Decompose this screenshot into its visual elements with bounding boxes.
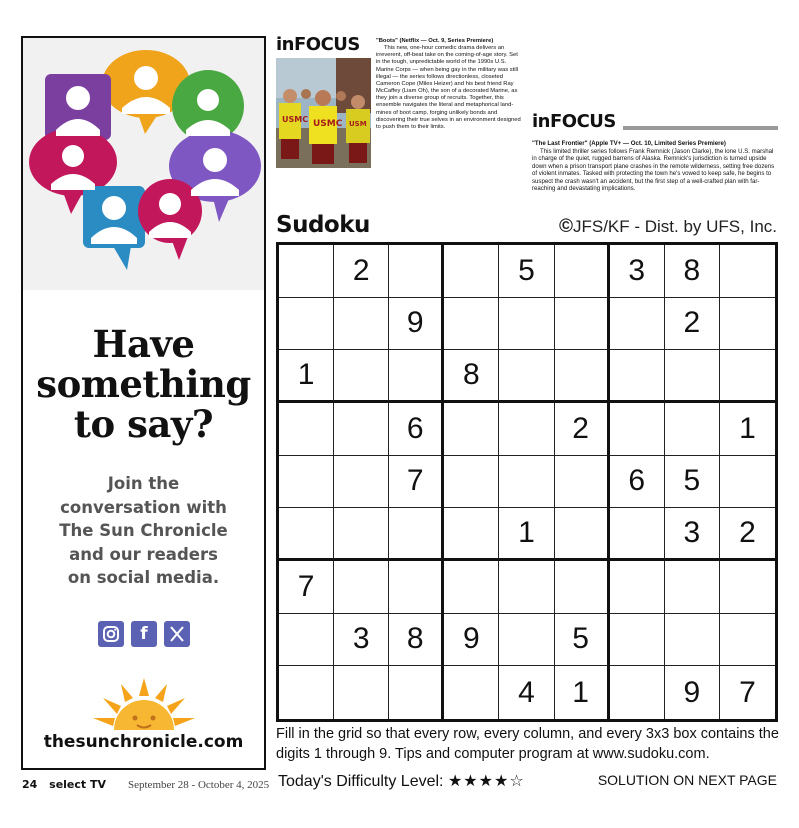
sudoku-given-cell: 8 [389, 614, 444, 667]
instagram-icon[interactable] [98, 621, 124, 647]
sudoku-instructions: Fill in the grid so that every row, every column, and every 3x3 box contains the digits 1 through 9. Tips and computer program at www.sudoku.com. [276, 726, 779, 762]
show-photo [276, 58, 371, 168]
sudoku-given-cell: 9 [389, 298, 444, 351]
sudoku-given-cell: 7 [279, 561, 334, 614]
focus-article [376, 38, 522, 131]
sudoku-empty-cell[interactable] [444, 666, 499, 719]
sudoku-given-cell: 6 [389, 403, 444, 456]
sudoku-empty-cell[interactable] [555, 456, 610, 509]
sudoku-given-cell: 2 [720, 508, 775, 561]
ad-body-line: and our readers [69, 544, 218, 564]
ad-body-text [23, 472, 264, 590]
ad-headline [23, 324, 264, 444]
sudoku-grid [276, 242, 778, 722]
svg-text:USM: USM [349, 120, 367, 128]
sudoku-given-cell: 5 [665, 456, 720, 509]
sudoku-empty-cell[interactable] [499, 561, 554, 614]
sudoku-empty-cell[interactable] [444, 456, 499, 509]
sudoku-empty-cell[interactable] [334, 561, 389, 614]
sudoku-given-cell: 1 [720, 403, 775, 456]
sudoku-credit [559, 216, 777, 238]
sudoku-empty-cell[interactable] [279, 403, 334, 456]
speech-bubbles-illustration [23, 38, 264, 290]
sudoku-empty-cell[interactable] [389, 350, 444, 403]
sudoku-title: Sudoku [276, 212, 370, 238]
sun-logo-icon [93, 678, 195, 730]
sudoku-given-cell: 7 [739, 675, 756, 709]
sudoku-empty-cell[interactable] [389, 245, 444, 298]
ad-body-line: on social media. [67, 568, 220, 587]
sudoku-empty-cell[interactable] [555, 298, 610, 351]
sudoku-empty-cell[interactable] [555, 245, 610, 298]
copyright-icon: © [558, 216, 573, 237]
sudoku-empty-cell[interactable] [720, 456, 775, 509]
sudoku-empty-cell[interactable] [444, 403, 499, 456]
sudoku-empty-cell[interactable] [720, 614, 775, 667]
svg-text:USMC: USMC [313, 119, 343, 129]
ad-headline-line: to say? [73, 402, 214, 446]
sudoku-empty-cell[interactable] [334, 350, 389, 403]
sudoku-empty-cell[interactable] [720, 350, 775, 403]
sudoku-given-cell: 6 [610, 456, 665, 509]
sudoku-given-cell: 9 [444, 614, 499, 667]
sudoku-given-cell: 3 [334, 614, 389, 667]
sudoku-given-cell: 1 [555, 666, 610, 719]
sudoku-empty-cell[interactable] [444, 508, 499, 561]
sudoku-empty-cell[interactable] [444, 245, 499, 298]
sudoku-empty-cell[interactable] [389, 508, 444, 561]
sudoku-empty-cell[interactable] [279, 666, 334, 719]
social-icons [98, 621, 194, 647]
sudoku-empty-cell[interactable] [499, 298, 554, 351]
sudoku-empty-cell[interactable] [665, 561, 720, 614]
sudoku-empty-cell[interactable] [444, 298, 499, 351]
sudoku-empty-cell[interactable] [610, 561, 665, 614]
sudoku-empty-cell[interactable] [720, 245, 775, 298]
ad-headline-line: something [36, 362, 251, 406]
sudoku-empty-cell[interactable] [610, 350, 665, 403]
sudoku-empty-cell[interactable] [334, 298, 389, 351]
sudoku-empty-cell[interactable] [389, 666, 444, 719]
sudoku-empty-cell[interactable] [555, 350, 610, 403]
focus-body: This new, one-hour comedic drama delivers an irreverent, off-beat take on the coming-of-age story. Set in the tough, unpredictable world of the 1990s U.S. Marine Corps — when being gay in the military was still illegal — the series follows directionless, closeted Cameron Cope (Miles Heizer) and his best friend Ray McCaffey (Liam Oh), the son of a decorated Marine, as they join a diverse group of recruits. Together, this ensemble navigates the literal and metaphorical land-mines of boot camp, forging unlikely bonds and discovering their true selves in an environment designed to push them to their limits. [376, 45, 521, 130]
issue-date: September 28 - October 4, 2025 [128, 779, 270, 791]
speech-bubbles-graphic [23, 38, 264, 290]
ad-body-line: Join the [107, 474, 180, 493]
page-footer [22, 778, 114, 791]
sudoku-given-cell: 4 [499, 666, 554, 719]
sudoku-empty-cell[interactable] [334, 666, 389, 719]
x-icon[interactable] [164, 621, 190, 647]
sudoku-empty-cell[interactable] [389, 561, 444, 614]
credit-text: JFS/KF - Dist. by UFS, Inc. [572, 217, 777, 236]
sudoku-given-cell: 3 [610, 245, 665, 298]
sudoku-empty-cell[interactable] [279, 298, 334, 351]
focus-heading: "Boots" (Netflix — Oct. 9, Series Premiere) [376, 38, 494, 44]
sudoku-empty-cell[interactable] [555, 508, 610, 561]
focus-article [532, 140, 778, 193]
sudoku-empty-cell[interactable] [610, 298, 665, 351]
sudoku-empty-cell[interactable] [334, 508, 389, 561]
facebook-icon[interactable]: f [131, 621, 157, 647]
sudoku-empty-cell[interactable] [610, 508, 665, 561]
sudoku-empty-cell[interactable] [665, 403, 720, 456]
sudoku-given-cell: 8 [444, 350, 499, 403]
sudoku-given-cell: 2 [555, 403, 610, 456]
page-number: 24 [22, 778, 38, 791]
sudoku-given-cell: 9 [665, 666, 720, 719]
sudoku-empty-cell[interactable] [610, 403, 665, 456]
sudoku-empty-cell[interactable] [665, 350, 720, 403]
sudoku-given-cell: 8 [665, 245, 720, 298]
sudoku-given-cell: 2 [334, 245, 389, 298]
ad-body-line: The Sun Chronicle [59, 521, 228, 540]
section-name: select TV [49, 778, 107, 791]
sudoku-empty-cell[interactable] [279, 456, 334, 509]
solution-note: SOLUTION ON NEXT PAGE [597, 772, 777, 788]
sudoku-given-cell: 3 [665, 508, 720, 561]
sudoku-empty-cell[interactable] [610, 614, 665, 667]
focus-heading: "The Last Frontier" (Apple TV+ — Oct. 10, Limited Series Premiere) [532, 140, 726, 147]
sudoku-empty-cell[interactable] [610, 666, 665, 719]
sudoku-given-cell: 7 [389, 456, 444, 509]
sudoku-given-cell: 1 [279, 350, 334, 403]
marine-recruits-photo [276, 58, 371, 168]
svg-text:USMC: USMC [282, 115, 309, 124]
sudoku-given-cell: 5 [555, 614, 610, 667]
title-rule [623, 126, 778, 130]
sudoku-empty-cell[interactable] [499, 350, 554, 403]
sudoku-given-cell: 2 [665, 298, 720, 351]
social-media-ad[interactable] [21, 36, 266, 770]
focus-title: inFOCUS [532, 111, 616, 132]
sudoku-empty-cell[interactable] [665, 614, 720, 667]
sudoku-empty-cell[interactable] [720, 561, 775, 614]
focus-title: inFOCUS [276, 34, 360, 55]
sudoku-empty-cell[interactable] [279, 245, 334, 298]
sudoku-empty-cell[interactable] [499, 614, 554, 667]
sudoku-empty-cell[interactable] [720, 298, 775, 351]
sudoku-empty-cell[interactable] [555, 561, 610, 614]
sudoku-given-cell: 1 [499, 508, 554, 561]
sudoku-empty-cell[interactable] [334, 456, 389, 509]
ad-headline-line: Have [92, 322, 195, 366]
difficulty-level [278, 771, 525, 791]
sudoku-empty-cell[interactable] [499, 456, 554, 509]
sudoku-empty-cell[interactable] [334, 403, 389, 456]
sudoku-given-cell: 5 [499, 245, 554, 298]
website-link[interactable]: thesunchronicle.com [43, 732, 244, 752]
difficulty-label: Today's Difficulty Level: [278, 773, 444, 790]
difficulty-stars: ★★★★☆ [447, 771, 525, 790]
ad-body-line: conversation with [60, 497, 227, 517]
focus-body: This limited thriller series follows Frank Remnick (Jason Clarke), the lone U.S. marshal in charge of the quiet, rugged barrens of Alaska. Remnick's jurisdiction is turned upside down when a prison transport plane crashes in the remote wilderness, setting free dozens of violent inmates. Tasked with protecting the town he's vowed to keep safe, he begins to suspect the crash wasn't an accident, but the first step of a well-crafted plan with far-reaching and devastating implications. [532, 147, 775, 192]
sudoku-empty-cell[interactable] [279, 508, 334, 561]
sudoku-empty-cell[interactable] [444, 561, 499, 614]
sudoku-empty-cell[interactable] [499, 403, 554, 456]
sudoku-empty-cell[interactable] [279, 614, 334, 667]
